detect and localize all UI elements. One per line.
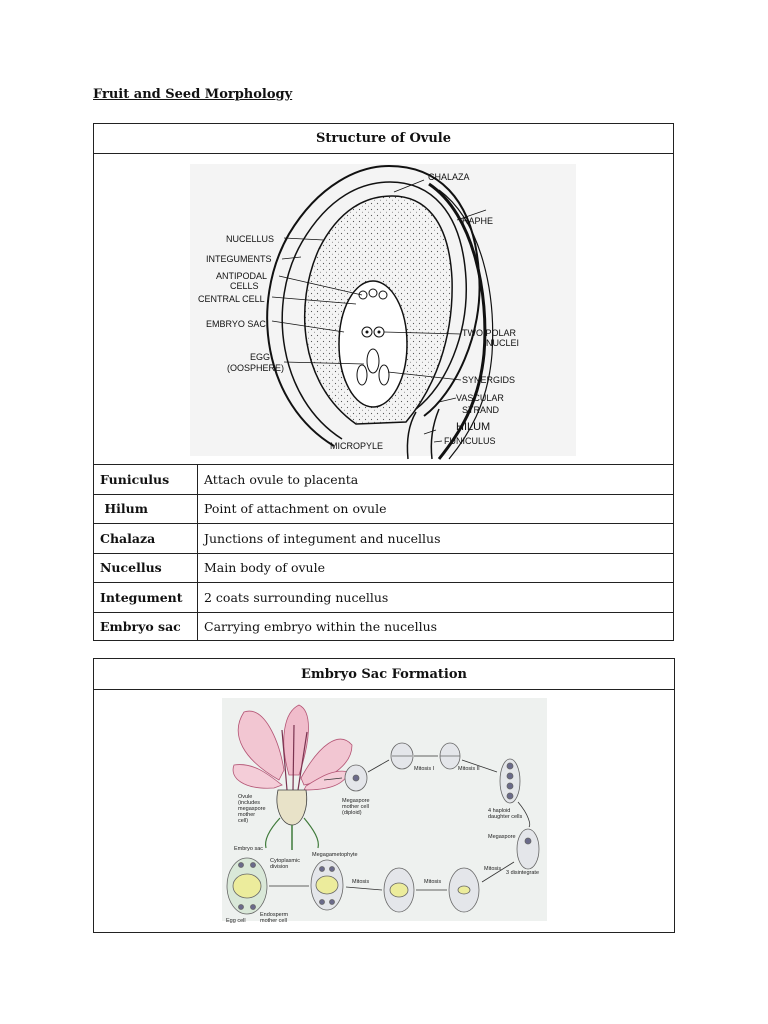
label-antipodal-1: ANTIPODAL	[216, 271, 268, 281]
page-title: Fruit and Seed Morphology	[93, 87, 293, 102]
table-row	[94, 553, 673, 583]
label-haploid-2: daughter cells	[488, 814, 523, 820]
label-micropyle: MICROPYLE	[330, 441, 384, 451]
label-hilum: HILUM	[456, 421, 491, 433]
label-mmc-2: mother cell	[342, 804, 369, 810]
label-mitosis-b: Mitosis	[424, 879, 442, 885]
label-endosperm-2: mother cell	[260, 918, 287, 924]
label-embryo-sac: Embryo sac	[234, 846, 264, 852]
label-disintegrate: 3 disintegrate	[506, 870, 540, 876]
label-egg-2: (OOSPHERE)	[227, 363, 285, 373]
label-synergids: SYNERGIDS	[462, 375, 516, 385]
label-mitosis-a: Mitosis	[484, 866, 502, 872]
embryo-sac-table	[93, 658, 675, 933]
label-egg-1: EGG	[250, 352, 271, 362]
definition-cell: Attach ovule to placenta	[204, 471, 359, 487]
label-haploid-1: 4 haploid	[488, 808, 511, 814]
table-row	[94, 612, 673, 642]
definition-cell: Carrying embryo within the nucellus	[204, 619, 438, 635]
embryo-sac-shape	[339, 281, 407, 407]
label-integuments: INTEGUMENTS	[206, 254, 272, 264]
label-ovule-1: Ovule	[238, 794, 253, 800]
label-embryo-sac: EMBRYO SAC	[206, 319, 266, 329]
term-cell: Funiculus	[94, 465, 198, 494]
definition-cell: Point of attachment on ovule	[204, 501, 387, 517]
ovule-table-heading: Structure of Ovule	[94, 124, 673, 154]
ovule-diagram	[94, 154, 673, 464]
label-ovule-2: (includes	[238, 800, 261, 806]
label-egg-cell: Egg cell	[226, 918, 246, 924]
label-megagametophyte: Megagametophyte	[312, 852, 358, 858]
label-mmc-3: (diploid)	[342, 810, 362, 816]
table-row	[94, 582, 673, 612]
ovule-definitions	[94, 464, 673, 641]
term-cell: Chalaza	[94, 524, 198, 553]
label-funiculus: FUNICULUS	[444, 436, 496, 446]
table-row	[94, 494, 673, 524]
term-cell: Integument	[94, 583, 198, 612]
table-row	[94, 464, 673, 494]
embryo-diagram-cell	[94, 690, 674, 932]
label-ovule-3: megaspore	[238, 806, 266, 812]
label-endosperm-1: Endosperm	[260, 912, 289, 918]
label-central-cell: CENTRAL CELL	[198, 294, 265, 304]
label-ovule-4: mother	[238, 812, 256, 818]
label-two-polar-1: TWO POLAR	[462, 328, 517, 338]
label-ovule-5: cell)	[238, 818, 249, 824]
label-mitosis-1: Mitosis I	[414, 766, 435, 772]
label-two-polar-2: NUCLEI	[486, 338, 520, 348]
ovule-structure-table	[93, 123, 674, 641]
label-mitosis-2: Mitosis II	[458, 766, 480, 772]
definition-cell: Main body of ovule	[204, 560, 325, 576]
label-raphe: RAPHE	[462, 216, 494, 226]
term-cell: Nucellus	[94, 554, 198, 583]
label-mitosis-c: Mitosis	[352, 879, 370, 885]
label-cytoplasmic-2: division	[270, 864, 289, 870]
embryo-sac-diagram	[94, 690, 674, 932]
label-vascular-2: STRAND	[462, 405, 500, 415]
label-mmc-1: Megaspore	[342, 798, 370, 804]
label-megaspore: Megaspore	[488, 834, 516, 840]
term-cell: Embryo sac	[94, 613, 198, 642]
definition-cell: Junctions of integument and nucellus	[204, 530, 441, 546]
label-chalaza: CHALAZA	[428, 172, 470, 182]
label-nucellus: NUCELLUS	[226, 234, 275, 244]
label-vascular-1: VASCULAR	[456, 393, 504, 403]
megaspore-cell	[517, 829, 539, 869]
ovule-diagram-cell	[94, 154, 673, 464]
embryo-table-heading: Embryo Sac Formation	[94, 659, 674, 690]
label-antipodal-2: CELLS	[230, 281, 259, 291]
term-cell: Hilum	[94, 495, 198, 524]
definition-cell: 2 coats surrounding nucellus	[204, 589, 389, 605]
label-cytoplasmic-1: Cytoplasmic	[270, 858, 300, 864]
table-row	[94, 523, 673, 553]
